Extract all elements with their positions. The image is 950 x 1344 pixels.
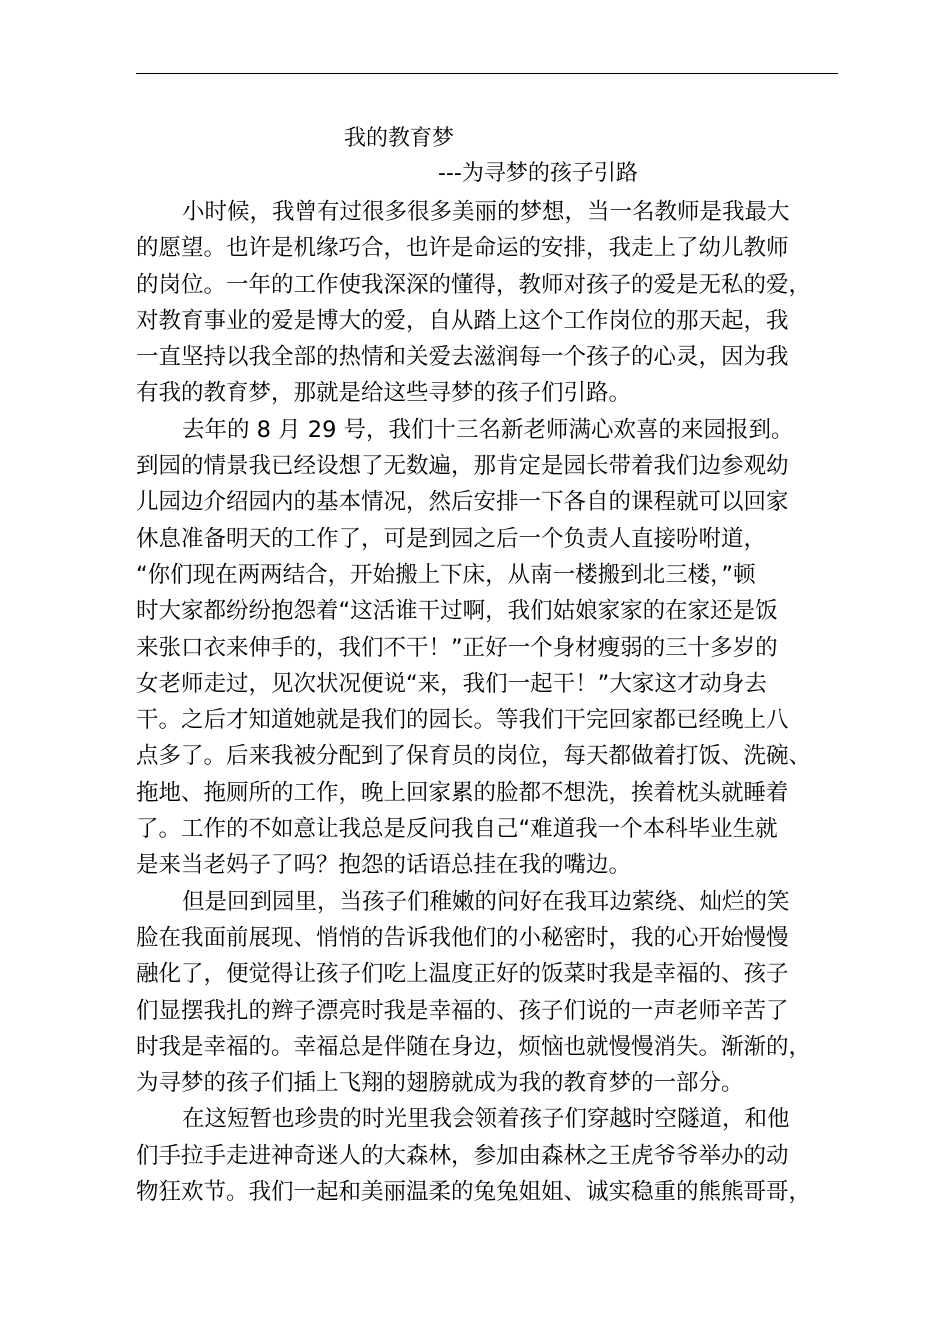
paragraph-line: 们显摆我扎的辫子漂亮时我是幸福的、孩子们说的一声老师辛苦了 bbox=[136, 997, 789, 1024]
paragraph-line: 们手拉手走进神奇迷人的大森林，参加由森林之王虎爷爷举办的动 bbox=[136, 1142, 789, 1169]
paragraph-line: 物狂欢节。我们一起和美丽温柔的兔兔姐姐、诚实稳重的熊熊哥哥， bbox=[136, 1179, 812, 1206]
paragraph-line: 来张口衣来伸手的，我们不干！”正好一个身材瘦弱的三十多岁的 bbox=[136, 634, 778, 661]
paragraph-line: 是来当老妈子了吗？抱怨的话语总挂在我的嘴边。 bbox=[136, 852, 632, 879]
paragraph-line: 脸在我面前展现、悄悄的告诉我他们的小秘密时，我的心开始慢慢 bbox=[136, 924, 789, 951]
paragraph-line: 有我的教育梦，那就是给这些寻梦的孩子们引路。 bbox=[136, 380, 632, 407]
paragraph-line: “你们现在两两结合，开始搬上下床，从南一楼搬到北三楼，”顿 bbox=[136, 561, 756, 588]
paragraph-line: 休息准备明天的工作了，可是到园之后一个负责人直接吩咐道， bbox=[136, 525, 767, 552]
paragraph-line: 时我是幸福的。幸福总是伴随在身边，烦恼也就慢慢消失。渐渐的， bbox=[136, 1033, 812, 1060]
header-rule bbox=[136, 73, 838, 74]
paragraph-line: 干。之后才知道她就是我们的园长。等我们干完回家都已经晚上八 bbox=[136, 707, 789, 734]
paragraph-line: 融化了，便觉得让孩子们吃上温度正好的饭菜时我是幸福的、孩子 bbox=[136, 961, 789, 988]
paragraph-line: 但是回到园里，当孩子们稚嫩的问好在我耳边萦绕、灿烂的笑 bbox=[182, 888, 790, 915]
paragraph-line: 女老师走过，见次状况便说“来，我们一起干！”大家这才动身去 bbox=[136, 670, 767, 697]
document-title: 我的教育梦 bbox=[344, 126, 455, 151]
paragraph-line: 了。工作的不如意让我总是反问我自己“难道我一个本科毕业生就 bbox=[136, 816, 778, 843]
document-body bbox=[136, 194, 838, 1210]
paragraph-line: 为寻梦的孩子们插上飞翔的翅膀就成为我的教育梦的一部分。 bbox=[136, 1070, 744, 1097]
paragraph-line: 对教育事业的爱是博大的爱，自从踏上这个工作岗位的那天起，我 bbox=[136, 307, 789, 334]
paragraph-line: 点多了。后来我被分配到了保育员的岗位，每天都做着打饭、洗碗、 bbox=[136, 743, 812, 770]
paragraph-line: 在这短暂也珍贵的时光里我会领着孩子们穿越时空隧道，和他 bbox=[182, 1106, 790, 1133]
paragraph-line: 到园的情景我已经设想了无数遍，那肯定是园长带着我们边参观幼 bbox=[136, 453, 789, 480]
paragraph-line: 时大家都纷纷抱怨着“这活谁干过啊，我们姑娘家家的在家还是饭 bbox=[136, 598, 778, 625]
document-subtitle: ---为寻梦的孩子引路 bbox=[438, 161, 638, 186]
paragraph-line: 去年的 8 月 29 号，我们十三名新老师满心欢喜的来园报到。 bbox=[182, 416, 794, 443]
paragraph-line: 拖地、拖厕所的工作，晚上回家累的脸都不想洗，挨着枕头就睡着 bbox=[136, 779, 789, 806]
paragraph-line: 的岗位。一年的工作使我深深的懂得，教师对孩子的爱是无私的爱， bbox=[136, 271, 812, 298]
paragraph-line: 小时候，我曾有过很多很多美丽的梦想，当一名教师是我最大 bbox=[182, 199, 790, 225]
paragraph-line: 的愿望。也许是机缘巧合，也许是命运的安排，我走上了幼儿教师 bbox=[136, 235, 789, 262]
paragraph-line: 儿园边介绍园内的基本情况，然后安排一下各自的课程就可以回家 bbox=[136, 489, 789, 516]
paragraph-line: 一直坚持以我全部的热情和关爱去滋润每一个孩子的心灵，因为我 bbox=[136, 344, 789, 371]
